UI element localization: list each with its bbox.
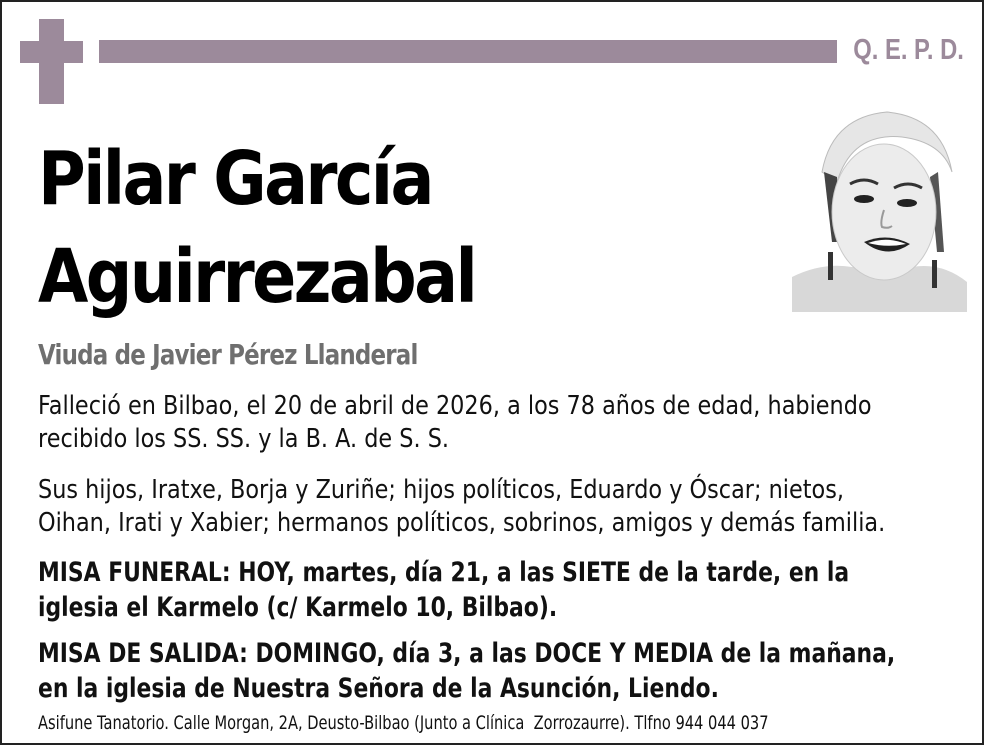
cross-icon-horizontal xyxy=(20,41,83,63)
departure-mass xyxy=(38,636,937,706)
funeral-mass-line-1: MISA FUNERAL: HOY, martes, día 21, a las SIETE de la tarde, en la xyxy=(38,557,850,588)
name-line-2: Aguirrezabal xyxy=(38,234,476,320)
portrait-icon xyxy=(792,102,967,312)
portrait-photo xyxy=(792,102,967,312)
header-bar xyxy=(99,40,837,63)
death-notice xyxy=(38,390,950,456)
departure-mass-line-1: MISA DE SALIDA: DOMINGO, día 3, a las DOCE Y MEDIA de la mañana, xyxy=(38,638,896,669)
funeral-mass xyxy=(38,555,937,625)
funeral-home-info: Asifune Tanatorio. Calle Morgan, 2A, Deusto-Bilbao (Junto a Clínica Zorrozaurre). Tlfno 944 044 037 xyxy=(38,712,769,734)
death-notice-line-2: recibido los SS. SS. y la B. A. de S. S. xyxy=(38,424,450,454)
death-notice-line-1: Falleció en Bilbao, el 20 de abril de 2026, a los 78 años de edad, habiendo xyxy=(38,391,872,421)
funeral-mass-line-2: iglesia el Karmelo (c/ Karmelo 10, Bilbao). xyxy=(38,592,558,623)
departure-mass-line-2: en la iglesia de Nuestra Señora de la Asunción, Liendo. xyxy=(38,673,719,704)
widow-of-line: Viuda de Javier Pérez Llanderal xyxy=(38,338,418,371)
family-list xyxy=(38,474,950,540)
name-line-1: Pilar García xyxy=(38,136,432,222)
deceased-name xyxy=(38,130,475,326)
family-line-2: Oihan, Irati y Xabier; hermanos políticos, sobrinos, amigos y demás familia. xyxy=(38,508,886,538)
family-line-1: Sus hijos, Iratxe, Borja y Zuriñe; hijos políticos, Eduardo y Óscar; nietos, xyxy=(38,475,844,505)
qepd-label: Q. E. P. D. xyxy=(853,34,964,66)
